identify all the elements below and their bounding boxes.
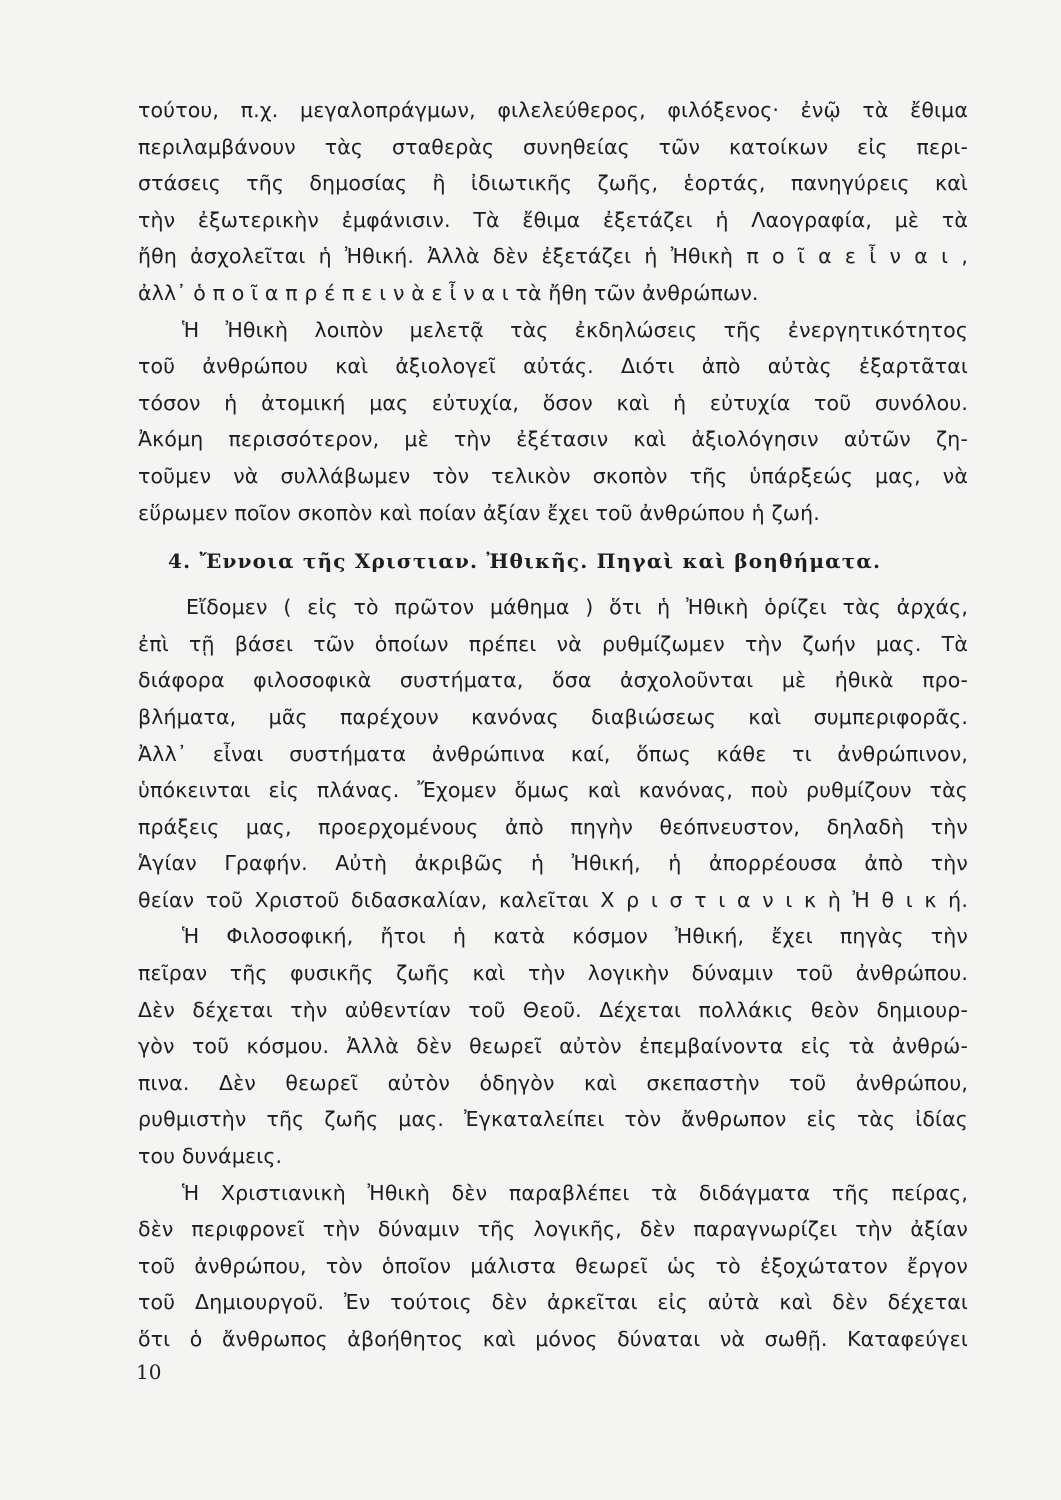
paragraph-1	[138, 92, 968, 312]
text-line: τοῦ ἀνθρώπου, τὸν ὁποῖον μάλιστα θεωρεῖ ὡς τὸ ἐξοχώτατον ἔργον	[138, 1253, 968, 1278]
text-line: Ἀκόμη περισσότερον, μὲ τὴν ἐξέτασιν καὶ ἀξιολόγησιν αὐτῶν ζη-	[138, 427, 968, 452]
text-line: Ἁγίαν Γραφήν. Αὐτὴ ἀκριβῶς ἡ Ἠθική, ἡ ἀπορρέουσα ἀπὸ τὴν	[138, 851, 968, 876]
text-line: Εἴδομεν ( εἰς τὸ πρῶτον μάθημα ) ὅτι ἡ Ἠθικὴ ὁρίζει τὰς ἀρχάς,	[186, 595, 968, 620]
text-line: περιλαμβάνουν τὰς σταθερὰς συνηθείας τῶν κατοίκων εἰς περι-	[138, 134, 968, 159]
paragraph-5	[138, 1175, 968, 1358]
text-line: εὕρωμεν ποῖον σκοπὸν καὶ ποίαν ἀξίαν ἔχει τοῦ ἀνθρώπου ἡ ζωή.	[138, 500, 820, 525]
text-line: Ἡ Χριστιανικὴ Ἠθικὴ δὲν παραβλέπει τὰ διδάγματα τῆς πείρας,	[182, 1180, 968, 1205]
text-line: δὲν περιφρονεῖ τὴν δύναμιν τῆς λογικῆς, δὲν παραγνωρίζει τὴν ἀξίαν	[138, 1217, 968, 1242]
page-number: 10	[136, 1360, 162, 1384]
text-line: τοῦ Δημιουργοῦ. Ἐν τούτοις δὲν ἀρκεῖται εἰς αὐτὰ καὶ δὲν δέχεται	[138, 1290, 968, 1315]
text-line: ἐπὶ τῇ βάσει τῶν ὁποίων πρέπει νὰ ρυθμίζωμεν τὴν ζωήν μας. Τὰ	[138, 631, 968, 656]
text-line: ρυθμιστὴν τῆς ζωῆς μας. Ἐγκαταλείπει τὸν ἄνθρωπον εἰς τὰς ἰδίας	[138, 1107, 968, 1132]
text-line: ὅτι ὁ ἄνθρωπος ἀβοήθητος καὶ μόνος δύναται νὰ σωθῇ. Καταφεύγει	[138, 1327, 968, 1351]
text-line: τούτου, π.χ. μεγαλοπράγμων, φιλελεύθερος, φιλόξενος· ἐνῷ τὰ ἔθιμα	[138, 98, 968, 122]
text-line: διάφορα φιλοσοφικὰ συστήματα, ὅσα ἀσχολοῦνται μὲ ἠθικὰ προ-	[138, 668, 968, 693]
text-line: Ἀλλ᾽ εἶναι συστήματα ἀνθρώπινα καί, ὅπως κάθε τι ἀνθρώπινον,	[138, 741, 968, 766]
text-line: του δυνάμεις.	[138, 1144, 283, 1169]
text-line: πεῖραν τῆς φυσικῆς ζωῆς καὶ τὴν λογικὴν δύναμιν τοῦ ἀνθρώπου.	[138, 961, 968, 986]
paragraph-4	[138, 918, 968, 1174]
paragraph-2	[138, 312, 968, 532]
section-heading: 4. Ἔννοια τῆς Χριστιαν. Ἠθικῆς. Πηγαὶ καὶ βοηθήματα.	[168, 549, 882, 574]
text-line: Ἡ Φιλοσοφική, ἤτοι ἡ κατὰ κόσμον Ἠθική, ἔχει πηγὰς τὴν	[182, 924, 968, 949]
paragraph-3	[138, 589, 968, 918]
text-line: Ἡ Ἠθικὴ λοιπὸν μελετᾷ τὰς ἐκδηλώσεις τῆς ἐνεργητικότητος	[182, 317, 968, 342]
text-line: γὸν τοῦ κόσμου. Ἀλλὰ δὲν θεωρεῖ αὐτὸν ἐπεμβαίνοντα εἰς τὰ ἀνθρώ-	[138, 1034, 968, 1059]
text-line: Δὲν δέχεται τὴν αὐθεντίαν τοῦ Θεοῦ. Δέχεται πολλάκις θεὸν δημιουρ-	[138, 997, 968, 1022]
text-line: στάσεις τῆς δημοσίας ἢ ἰδιωτικῆς ζωῆς, ἑορτάς, πανηγύρεις καὶ	[138, 171, 968, 196]
text-line: ἤθη ἀσχολεῖται ἡ Ἠθική. Ἀλλὰ δὲν ἐξετάζει ἡ Ἠθικὴ π ο ῖ α ε ἶ ν α ι ,	[138, 244, 968, 269]
text-line: τοῦ ἀνθρώπου καὶ ἀξιολογεῖ αὐτάς. Διότι ἀπὸ αὐτὰς ἐξαρτᾶται	[138, 354, 968, 379]
text-line: θείαν τοῦ Χριστοῦ διδασκαλίαν, καλεῖται Χ ρ ι σ τ ι α ν ι κ ὴ Ἠ θ ι κ ή.	[138, 887, 968, 912]
text-line: βλήματα, μᾶς παρέχουν κανόνας διαβιώσεως καὶ συμπεριφορᾶς.	[138, 704, 968, 729]
text-line: τοῦμεν νὰ συλλάβωμεν τὸν τελικὸν σκοπὸν τῆς ὑπάρξεώς μας, νὰ	[138, 463, 968, 488]
text-line: τὴν ἐξωτερικὴν ἐμφάνισιν. Τὰ ἔθιμα ἐξετάζει ἡ Λαογραφία, μὲ τὰ	[138, 207, 968, 232]
text-line: ἀλλ᾽ ὁ π ο ῖ α π ρ έ π ε ι ν ὰ ε ἶ ν α ι τὰ ἤθη τῶν ἀνθρώπων.	[138, 280, 759, 305]
text-line: πινα. Δὲν θεωρεῖ αὐτὸν ὁδηγὸν καὶ σκεπαστὴν τοῦ ἀνθρώπου,	[138, 1070, 968, 1095]
text-line: τόσον ἡ ἀτομική μας εὐτυχία, ὅσον καὶ ἡ εὐτυχία τοῦ συνόλου.	[138, 390, 968, 415]
text-line: ὑπόκεινται εἰς πλάνας. Ἔχομεν ὅμως καὶ κανόνας, ποὺ ρυθμίζουν τὰς	[138, 778, 968, 803]
text-line: πράξεις μας, προερχομένους ἀπὸ πηγὴν θεόπνευστον, δηλαδὴ τὴν	[138, 814, 968, 839]
page-text	[138, 92, 968, 1358]
